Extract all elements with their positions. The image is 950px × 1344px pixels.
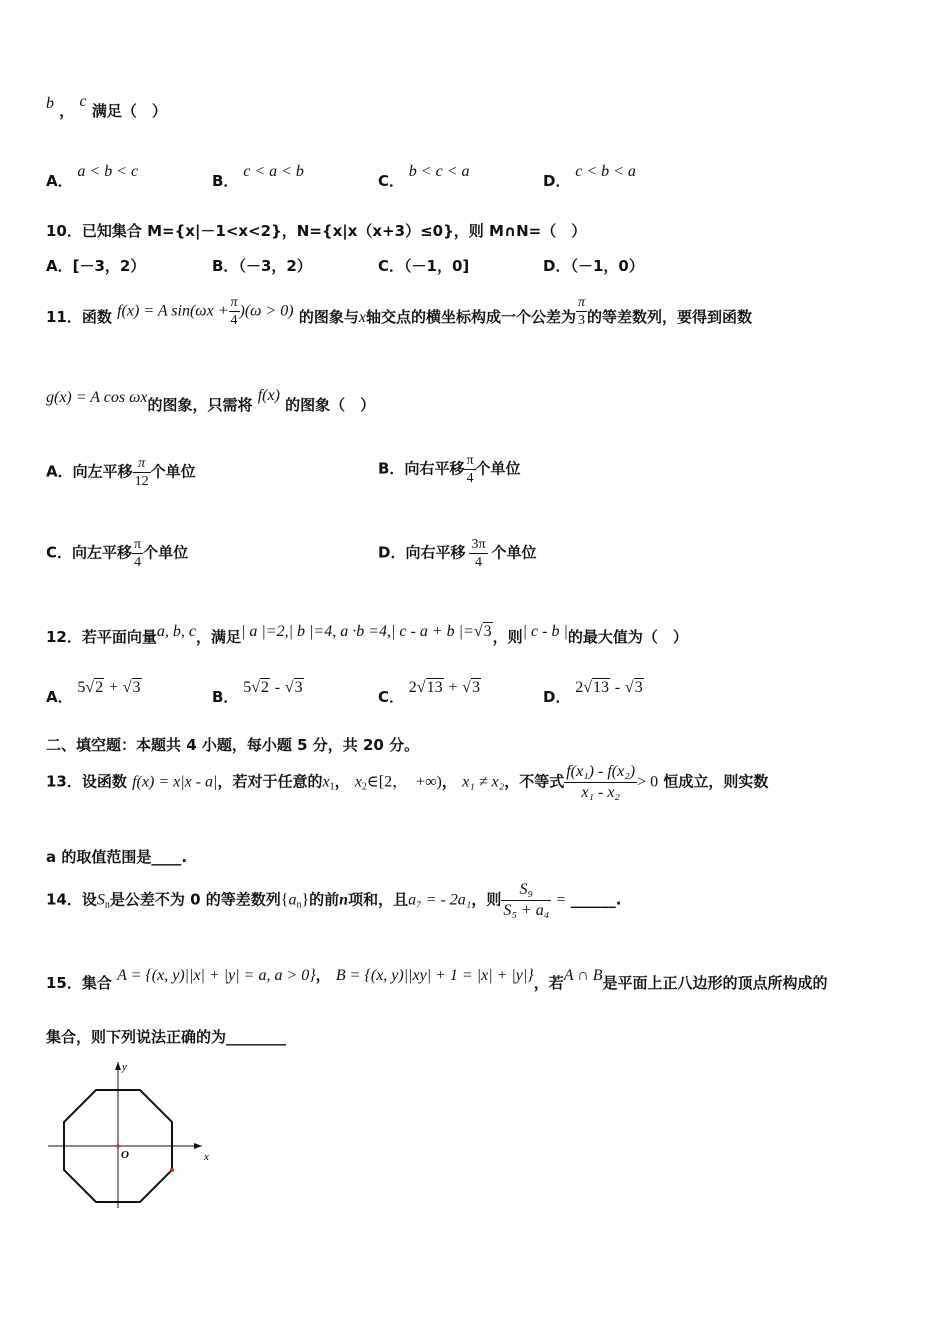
q13-stem-line2: a 的取值范围是____. — [46, 848, 188, 866]
q14-answer-blank: ______. — [570, 890, 622, 909]
q10-option-c: C．（－1，0] — [378, 257, 470, 275]
q15-stem: 15．集合 A = {(x, y)||x| + |y| = a, a > 0}， B = {(x, y)||xy| + 1 = |x| + |y|}，若A ∩ B是平面上正八边形的顶点所构成的 — [46, 966, 828, 992]
q10-option-d: D．（－1，0） — [543, 257, 644, 275]
q11-pi-over-4: $\frac{\pi}{4}$ — [230, 295, 238, 328]
q15-stem-line2: 集合，则下列说法正确的为________ — [46, 1028, 287, 1046]
q11-pi-over-3: $\frac{\pi}{3}$ — [577, 295, 585, 328]
q12-vectors: a, b, c — [156, 623, 196, 640]
q9-var-c: c — [79, 93, 87, 110]
q11-option-b: B．向右平移 $\frac{\pi}{4}$ 个单位 — [378, 453, 521, 486]
q14-stem: 14．设$S_n$是公差不为 0 的等差数列$\{a_n\}$的前n项和，且a₇ = - 2a₁，则 $\frac{\text{S₉}}{\text{S₅ + a₄}}$ = ______. — [46, 881, 622, 919]
q12-option-b: B． 5√2 - √3 — [212, 679, 303, 706]
q11-g-function: g(x) = A cos ωx — [46, 389, 148, 406]
q11-stem-line2: g(x) = A cos ωx的图象，只需将 f(x) 的图象（ ） — [46, 387, 376, 414]
q13-stem: 13．设函数 f(x) = x|x - a|，若对于任意的$x_1$， $x_2\in[2$， +∞)， x₁ ≠ x₂，不等式 $\frac{\text{f(x₁) - f(x₂)}}{\text{x₁ - x₂}}$ > 0 恒成立，则实数 — [46, 763, 769, 801]
q9-option-c: C． b < c < a — [378, 163, 470, 190]
q9-option-d: D． c < b < a — [543, 163, 636, 190]
x-axis-label: x — [204, 1151, 209, 1163]
q13-function: f(x) = x|x - a| — [132, 773, 218, 791]
q12-stem: 12．若平面向量a, b, c，满足| a |=2,| b |=4, a ·b =4,| c - a + b |=√3，则| c - b |的最大值为（ ） — [46, 623, 688, 646]
q9-option-a: A． a < b < c — [46, 163, 139, 190]
octagon-figure — [44, 1058, 214, 1218]
q14-condition: a₇ = - 2a₁ — [408, 891, 472, 909]
q12-conditions: | a |=2,| b |=4, a ·b =4,| c - a + b |= — [241, 623, 474, 640]
q10-option-a: A．[－3，2） — [46, 257, 146, 275]
q11-stem: 11．函数 f(x) = A sin(ωx + $\frac{\pi}{4}$ )(ω > 0) 的图象与x轴交点的横坐标构成一个公差为 $\frac{\pi}{3}$ 的等差数列，要得到函数 — [46, 295, 752, 328]
y-axis-arrow — [115, 1062, 121, 1070]
q10-stem: 10．已知集合 M={x|－1<x<2}，N={x|x（x+3）≤0}，则 M∩N=（ ） — [46, 222, 587, 240]
q11-option-d: D．向右平移 $\frac{3\pi}{4}$ 个单位 — [378, 537, 537, 570]
q11-function: f(x) = A sin(ωx + — [117, 302, 229, 320]
q11-option-c: C．向左平移 $\frac{\pi}{4}$ 个单位 — [46, 537, 189, 570]
q9-stem-text: 满足（ ） — [91, 102, 167, 120]
q12-option-d: D． 2√13 - √3 — [543, 679, 643, 706]
octagon-vertex-point — [170, 1168, 174, 1172]
q9-comma: ， — [59, 102, 75, 120]
origin-point — [116, 1144, 119, 1147]
y-axis-label: y — [122, 1061, 127, 1073]
q12-option-a: A． 5√2 + √3 — [46, 679, 141, 706]
q10-option-b: B．（－3，2） — [212, 257, 312, 275]
q13-difference-quotient: $\frac{\text{f(x₁) - f(x₂)}}{\text{x₁ - x₂}}$ — [566, 763, 636, 801]
q11-option-a: A．向左平移 $\frac{\pi}{12}$ 个单位 — [46, 456, 196, 489]
q9-var-b: b — [46, 95, 54, 112]
origin-label: O — [121, 1149, 129, 1161]
q12-target: | c - b | — [522, 623, 568, 640]
x-axis-arrow — [194, 1143, 202, 1149]
q15-set-b: B = {(x, y)||xy| + 1 = |x| + |y|} — [335, 967, 534, 984]
q15-set-a: A = {(x, y)||x| + |y| = a, a > 0} — [117, 967, 316, 984]
section-title-fill-in: 二、填空题：本题共 4 小题，每小题 5 分，共 20 分。 — [46, 736, 420, 754]
q12-option-c: C． 2√13 + √3 — [378, 679, 480, 706]
q9-stem — [46, 93, 167, 121]
q9-option-b: B． c < a < b — [212, 163, 304, 190]
q14-ratio: $\frac{\text{S₉}}{\text{S₅ + a₄}}$ — [503, 881, 550, 919]
